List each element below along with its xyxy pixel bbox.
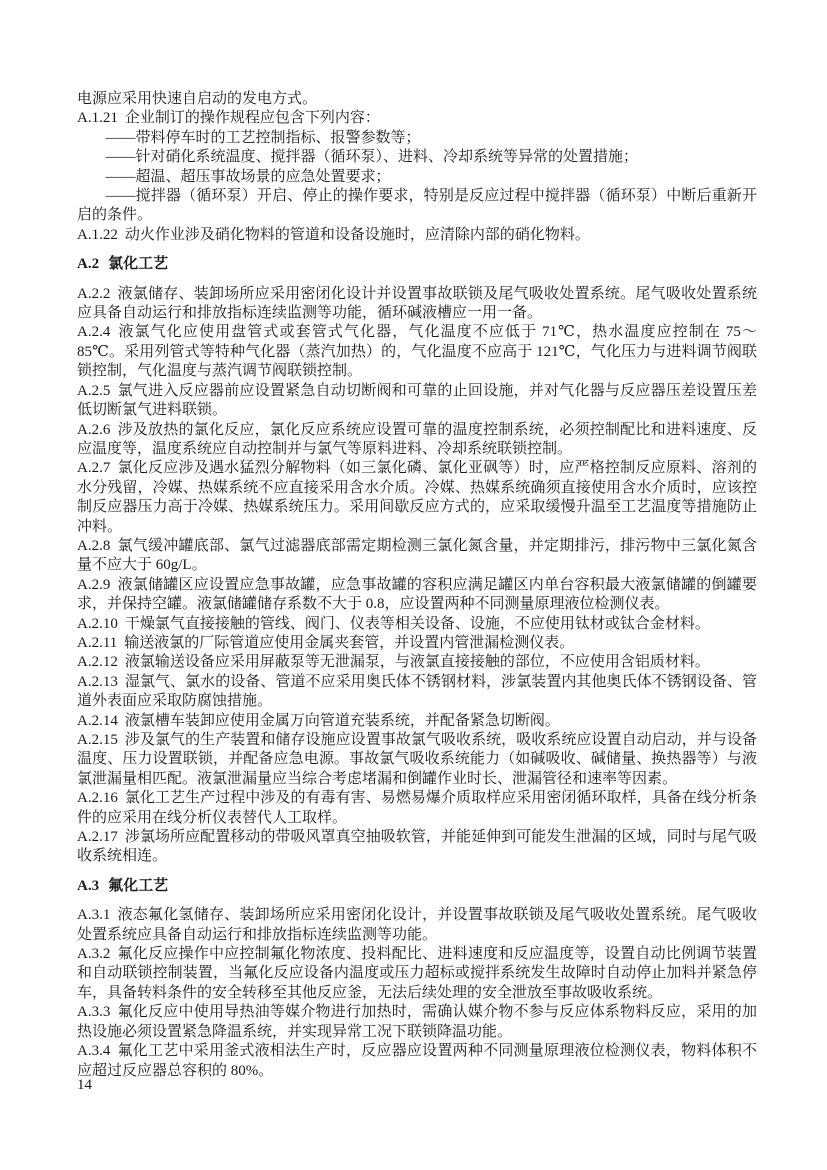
section-title: 氟化工艺 (108, 877, 169, 894)
clause-number: A.2.9 (77, 576, 111, 593)
clause-text: 涉及放热的氯化反应，氯化反应系统应设置可靠的温度控制系统，必须控制配比和进料速度、反应温度等，温度系统应自动控制并与氯气等原料进料、冷却系统联锁控制。 (77, 421, 757, 457)
clause-paragraph (77, 285, 757, 324)
clause-paragraph (77, 634, 757, 653)
clause-text: 氯气缓冲罐底部、氯气过滤器底部需定期检测三氯化氮含量，并定期排污，排污物中三氯化氮含量不应大于 60g/L。 (77, 537, 757, 574)
clause-number: A.2.5 (77, 382, 111, 399)
clause-text: 湿氯气、氯水的设备、管道不应采用奥氏体不锈钢材料，涉氯装置内其他奥氏体不锈钢设备、管道外表面应采取防腐蚀措施。 (77, 673, 757, 710)
clause-paragraph (77, 90, 757, 109)
clause-number: A.2.16 (77, 790, 118, 807)
clause-text: ——针对硝化系统温度、搅拌器（循环泵）、进料、冷却系统等异常的处置措施； (105, 149, 639, 166)
clause-paragraph (77, 731, 757, 789)
clause-text: ——搅拌器（循环泵）开启、停止的操作要求，特别是反应过程中搅拌器（循环泵）中断后重新开启的条件。 (77, 188, 757, 224)
clause-number: A.1.21 (77, 110, 118, 127)
section-heading (77, 255, 757, 274)
clause-number: A.3.4 (77, 1043, 111, 1060)
clause-number: A.2.15 (77, 732, 118, 748)
clause-text: 氟化反应操作中应控制氟化物浓度、投料配比、进料速度和反应温度等，设置自动比例调节装置和自动联锁控制装置，当氟化反应设备内温度或压力超标或搅拌系统发生故障时自动停止加料并紧急停车，具备转料条件的安全转移至其他反应釜，无法后续处理的安全泄放至事故吸收系统。 (77, 946, 757, 1001)
clause-number: A.2.11 (77, 634, 118, 651)
section-number: A.3 (77, 877, 100, 894)
clause-text: 输送液氯的厂际管道应使用金属夹套管，并设置内管泄漏检测仪表。 (124, 634, 575, 651)
dash-list-item (77, 187, 757, 226)
dash-list-item (77, 148, 757, 167)
clause-number: A.3.1 (77, 907, 111, 924)
clause-paragraph (77, 421, 757, 460)
clause-paragraph (77, 1042, 757, 1081)
clause-text: 干燥氯气直接接触的管线、阀门、仪表等相关设备、设施，不应使用钛材或钛合金材料。 (124, 615, 710, 632)
clause-number: A.2.7 (77, 460, 111, 477)
clause-paragraph (77, 789, 757, 828)
clause-number: A.3.3 (77, 1004, 111, 1021)
clause-paragraph (77, 382, 757, 421)
clause-text: ——带料停车时的工艺控制指标、报警参数等； (105, 129, 421, 146)
clause-paragraph (77, 537, 757, 576)
clause-text: 氯气进入反应器前应设置紧急自动切断阀和可靠的止回设施，并对气化器与反应器压差设置压差低切断氯气进料联锁。 (77, 382, 757, 419)
clause-text: 液氯槽车装卸应使用金属万向管道充装系统，并配备紧急切断阀。 (124, 712, 560, 729)
clause-paragraph (77, 615, 757, 634)
clause-number: A.2.6 (77, 421, 111, 438)
clause-text: 涉氯场所应配置移动的带吸风罩真空抽吸软管，并能延伸到可能发生泄漏的区域，同时与尾气吸收系统相连。 (77, 829, 757, 865)
clause-paragraph (77, 109, 757, 128)
clause-number: A.1.22 (77, 226, 118, 243)
section-heading (77, 877, 757, 896)
clause-paragraph (77, 1003, 757, 1042)
clause-text: 液氯储存、装卸场所应采用密闭化设计并设置事故联锁及尾气吸收处置系统。尾气吸收处置系统应具备自动运行和排放指标连续监测等功能，循环碱液槽应一用一备。 (77, 285, 757, 322)
clause-text: 涉及氯气的生产装置和储存设施应设置事故氯气吸收系统，吸收系统应设置自动启动，并与设备温度、压力设置联锁，并配备应急电源。事故氯气吸收系统能力（如碱吸收、碱储量、换热器等）与液氯泄漏量相匹配。液氯泄漏量应当综合考虑堵漏和倒罐作业时长、泄漏管径和速率等因素。 (77, 732, 757, 787)
clause-text: 企业制订的操作规程应包含下列内容： (124, 110, 380, 127)
clause-text: 液氯输送设备应采用屏蔽泵等无泄漏泵，与液氯直接接触的部位，不应使用含铝质材料。 (124, 654, 710, 671)
clause-text: ——超温、超压事故场景的应急处置要求； (105, 168, 391, 185)
clause-text: 液态氟化氢储存、装卸场所应采用密闭化设计，并设置事故联锁及尾气吸收处置系统。尾气吸收处置系统应具备自动运行和排放指标连续监测等功能。 (77, 907, 757, 943)
clause-number: A.3.2 (77, 946, 111, 963)
clause-number: A.2.12 (77, 654, 118, 671)
clause-text: 氯化反应涉及遇水猛烈分解物料（如三氯化磷、氯化亚砜等）时，应严格控制反应原料、溶剂的水分残留，冷媒、热媒系统不应直接采用含水介质。冷媒、热媒系统确须直接使用含水介质时，应该控制反应器压力高于冷媒、热媒系统压力。采用间歇反应方式的，应采取缓慢升温至工艺温度等措施防止冲料。 (77, 460, 757, 535)
clause-text: 液氯储罐区应设置应急事故罐，应急事故罐的容积应满足罐区内单台容积最大液氯储罐的倒罐要求，并保持空罐。液氯储罐储存系数不大于 0.8，应设置两种不同测量原理液位检测仪表。 (77, 576, 757, 613)
clause-number: A.2.2 (77, 285, 111, 302)
clause-paragraph (77, 673, 757, 712)
page-number: 14 (77, 1077, 92, 1093)
section-number: A.2 (77, 256, 100, 273)
clause-paragraph (77, 459, 757, 537)
clause-paragraph (77, 906, 757, 945)
clause-paragraph (77, 712, 757, 731)
clause-text: 液氯气化应使用盘管式或套管式气化器，气化温度不应低于 71℃，热水温度应控制在 75～85℃。采用列管式等特种气化器（蒸汽加热）的，气化温度不应高于 121℃，气化压力与进料调节阀联锁控制，气化温度与蒸汽调节阀联锁控制。 (77, 324, 757, 380)
clause-number: A.2.8 (77, 537, 111, 554)
clause-text: 氯化工艺生产过程中涉及的有毒有害、易燃易爆介质取样应采用密闭循环取样，具备在线分析条件的应采用在线分析仪表替代人工取样。 (77, 790, 757, 826)
clause-number: A.2.14 (77, 712, 118, 729)
clause-text: 氟化反应中使用导热油等媒介物进行加热时，需确认媒介物不参与反应体系物料反应，采用的加热设施必须设置紧急降温系统，并实现异常工况下联锁降温功能。 (77, 1004, 757, 1040)
clause-paragraph (77, 226, 757, 245)
clause-text: 电源应采用快速自启动的发电方式。 (77, 91, 318, 107)
clause-number: A.2.4 (77, 324, 111, 341)
clause-text: 动火作业涉及硝化物料的管道和设备设施时，应清除内部的硝化物料。 (124, 226, 590, 243)
clause-paragraph (77, 323, 757, 381)
clause-number: A.2.10 (77, 615, 118, 632)
clause-number: A.2.13 (77, 673, 118, 690)
clause-paragraph (77, 576, 757, 615)
clause-paragraph (77, 828, 757, 867)
clause-paragraph (77, 945, 757, 1003)
clause-number: A.2.17 (77, 829, 118, 846)
section-title: 氯化工艺 (108, 256, 169, 273)
clause-text: 氟化工艺中采用釜式液相法生产时，反应器应设置两种不同测量原理液位检测仪表，物料体积不应超过反应器总容积的 80%。 (77, 1043, 757, 1079)
dash-list-item (77, 129, 757, 148)
dash-list-item (77, 168, 757, 187)
clause-paragraph (77, 653, 757, 672)
document-content (77, 90, 757, 1081)
